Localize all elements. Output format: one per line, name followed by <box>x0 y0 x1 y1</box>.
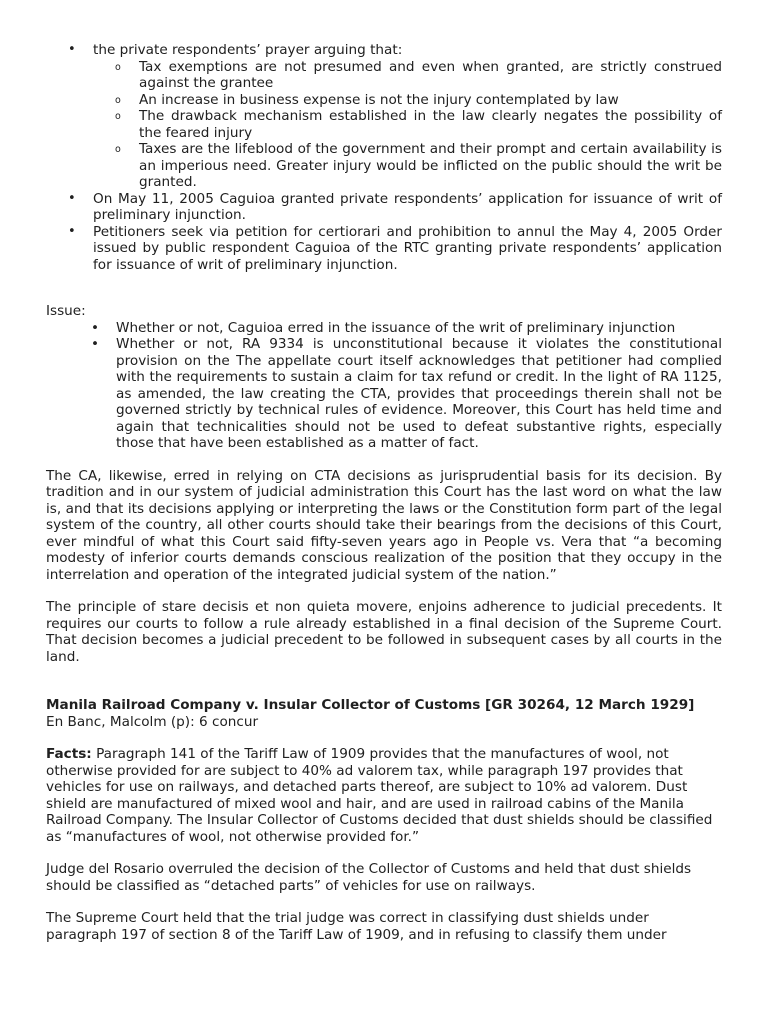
list-item <box>46 42 722 191</box>
prayer-sublist <box>93 59 722 191</box>
facts-text: Paragraph 141 of the Tariff Law of 1909 provides that the manufactures of wool, not otherwise provided for are subject to 40% ad valorem tax, while paragraph 197 provides that vehicles for use on railways, and detached parts thereof, are subject to 10% ad valorem. Dust shield are manufactured of mixed wool and hair, and are used in railroad cabins of the Manila Railroad Company. The Insular Collector of Customs decided that dust shields should be classified as “manufactures of wool, not otherwise provided for.” <box>46 746 713 845</box>
list-item: • On May 11, 2005 Caguioa granted private respondents’ application for issuance of writ of preliminary injunction. <box>46 191 722 224</box>
facts-paragraph <box>46 746 722 845</box>
facts-label: Facts: <box>46 746 92 762</box>
sublist-item: o Tax exemptions are not presumed and even when granted, are strictly construed against the grantee <box>93 59 722 92</box>
issue-heading: Issue: <box>46 303 86 319</box>
judge-paragraph: Judge del Rosario overruled the decision of the Collector of Customs and held that dust shields should be classified as “detached parts” of vehicles for use on railways. <box>46 861 692 894</box>
respondents-list <box>46 42 722 273</box>
prayer-text: the private respondents’ prayer arguing that: <box>93 42 403 58</box>
supreme-court-paragraph: The Supreme Court held that the trial judge was correct in classifying dust shields under paragraph 197 of section 8 of the Tariff Law of 1909, and in refusing to classify them under <box>46 910 667 943</box>
sublist-item: o The drawback mechanism established in the law clearly negates the possibility of the feared injury <box>93 108 722 141</box>
ca-paragraph: The CA, likewise, erred in relying on CTA decisions as jurisprudential basis for its decision. By tradition and in our system of judicial administration this Court has the last word on what the law is, and that its decisions applying or interpreting the laws or the Constitution form part of the legal system of the country, all other courts should take their bearings from the decisions of this Court, ever mindful of what this Court said fifty-seven years ago in People vs. Vera that “a becoming modesty of inferior courts demands conscious realization of the position that they occupy in the interrelation and operation of the integrated judicial system of the nation.” <box>46 467 722 583</box>
stare-decisis-paragraph: The principle of stare decisis et non quieta movere, enjoins adherence to judicial precedents. It requires our courts to follow a rule already established in a final decision of the Supreme Court. That decision becomes a judicial precedent to be followed in subsequent cases by all courts in the land. <box>46 599 722 665</box>
issue-list <box>69 320 722 452</box>
sublist-item: o An increase in business expense is not the injury contemplated by law <box>93 92 722 109</box>
case-title: Manila Railroad Company v. Insular Collector of Customs [GR 30264, 12 March 1929] <box>46 697 695 713</box>
case-subtitle: En Banc, Malcolm (p): 6 concur <box>46 713 259 730</box>
sublist-item: o Taxes are the lifeblood of the government and their prompt and certain availability is an imperious need. Greater injury would be inflicted on the public should the writ be granted. <box>93 141 722 191</box>
issue-item: • Whether or not, RA 9334 is unconstitutional because it violates the constitutional provision on the The appellate court itself acknowledges that petitioner had complied with the requirements to sustain a claim for tax refund or credit. In the light of RA 1125, as amended, the law creating the CTA, provides that proceedings therein shall not be governed strictly by technical rules of evidence. Moreover, this Court has held time and again that technicalities should not be used to defeat substantive rights, especially those that have been established as a matter of fact. <box>69 336 722 452</box>
list-item: • Petitioners seek via petition for certiorari and prohibition to annul the May 4, 2005 Order issued by public respondent Caguioa of the RTC granting private respondents’ application for issuance of writ of preliminary injunction. <box>46 224 722 274</box>
issue-item: • Whether or not, Caguioa erred in the issuance of the writ of preliminary injunction <box>69 320 722 337</box>
